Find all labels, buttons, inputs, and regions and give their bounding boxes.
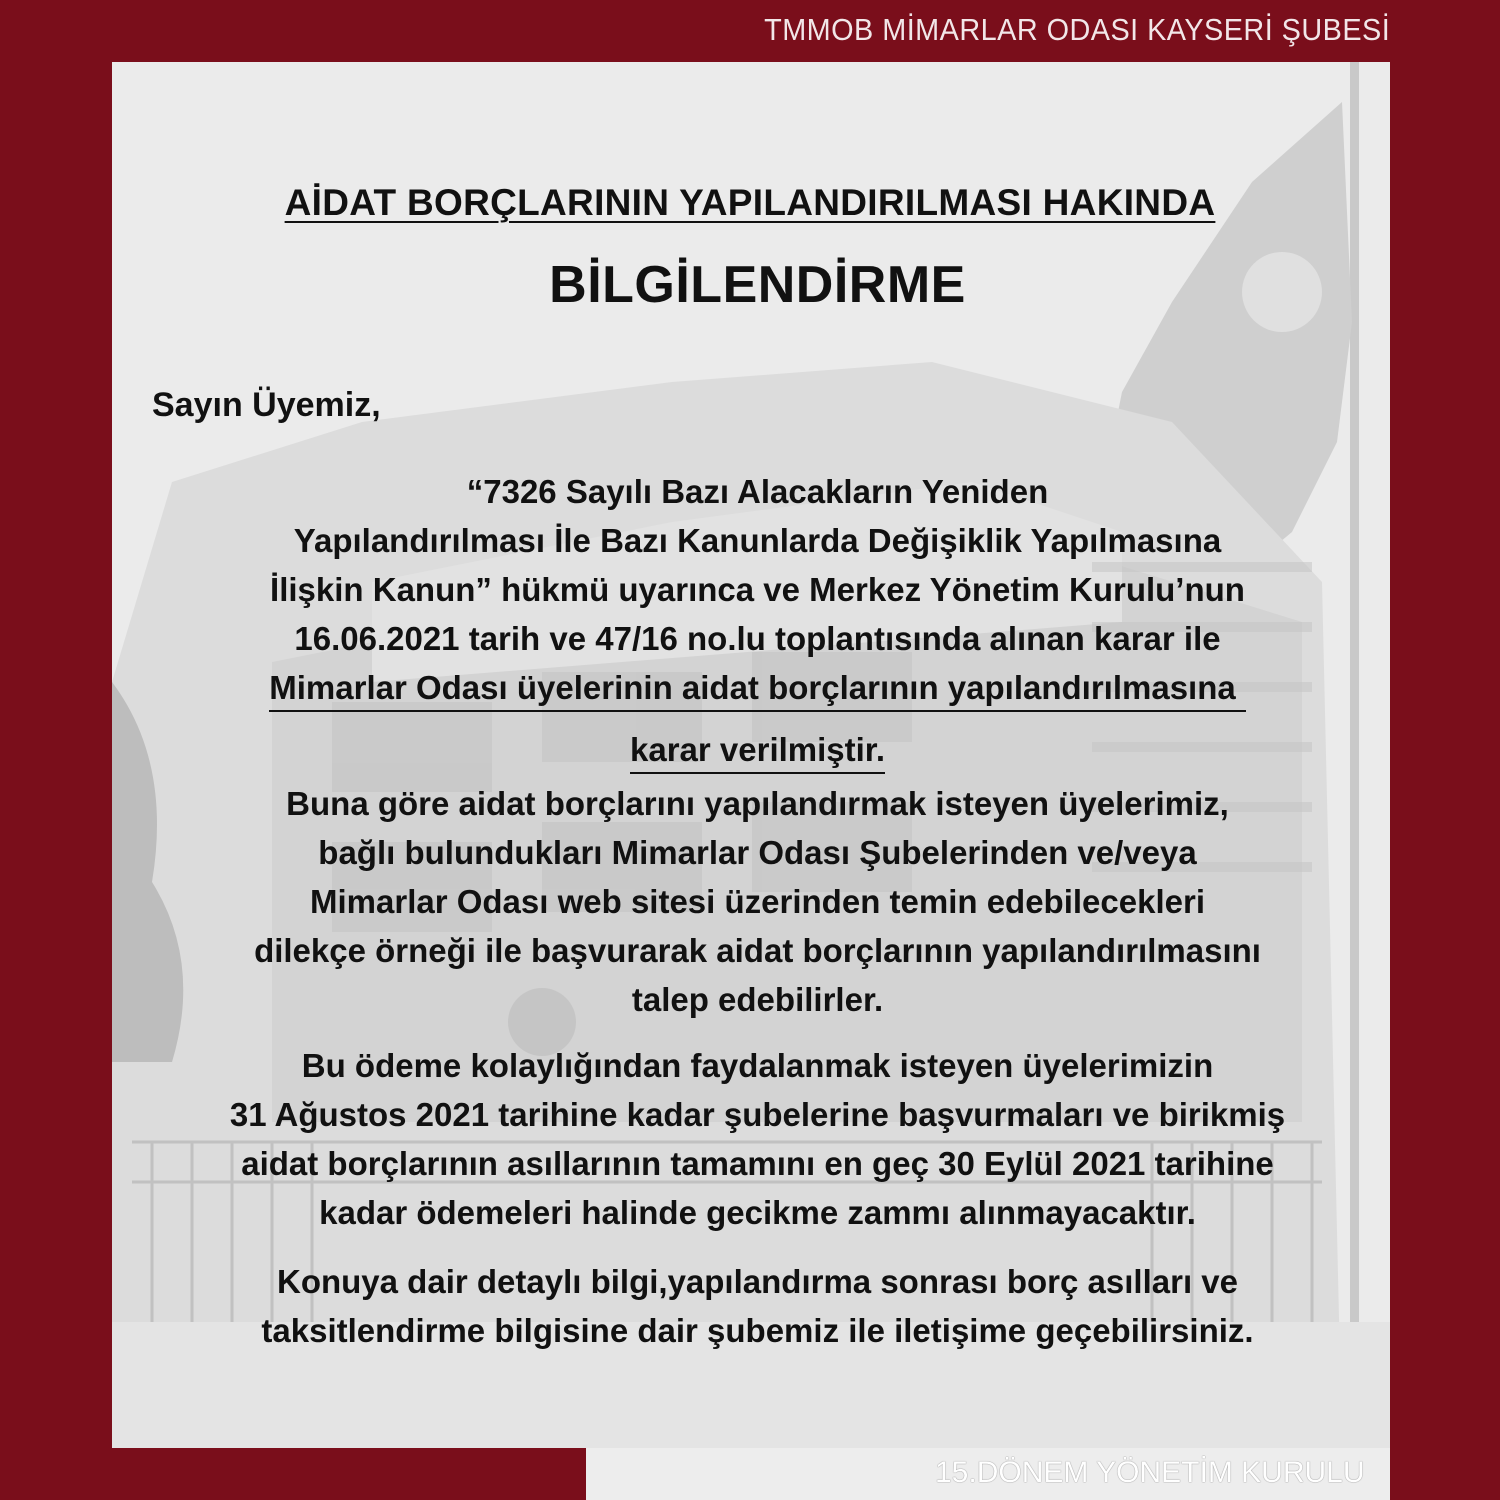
- text-line: bağlı bulundukları Mimarlar Odası Şubelerinden ve/veya: [318, 834, 1197, 871]
- text-line: aidat borçlarının asıllarının tamamını en geç 30 Eylül 2021 tarihine: [241, 1145, 1274, 1182]
- text-line: kadar ödemeleri halinde gecikme zammı alınmayacaktır.: [319, 1194, 1196, 1231]
- paragraph-decision: [130, 467, 1385, 768]
- text-line: [130, 712, 1385, 768]
- paragraph-deadline: [130, 1041, 1385, 1237]
- notice-title: AİDAT BORÇLARININ YAPILANDIRILMASI HAKINDA: [284, 182, 1216, 223]
- underlined-text: karar verilmiştir.: [630, 730, 885, 774]
- text-line: Yapılandırılması İle Bazı Kanunlarda Değişiklik Yapılmasına: [293, 522, 1222, 559]
- paragraph-application: [130, 779, 1385, 1024]
- text-line: Buna göre aidat borçlarını yapılandırmak isteyen üyelerimiz,: [286, 785, 1229, 822]
- text-line: Bu ödeme kolaylığından faydalanmak isteyen üyelerimizin: [301, 1047, 1214, 1084]
- text-line: Mimarlar Odası web sitesi üzerinden temin edebilecekleri: [310, 883, 1205, 920]
- text-line: 16.06.2021 tarih ve 47/16 no.lu toplantısında alınan karar ile: [294, 620, 1221, 657]
- organization-name: TMMOB MİMARLAR ODASI KAYSERİ ŞUBESİ: [763, 12, 1390, 47]
- text-line: talep edebilirler.: [631, 981, 884, 1018]
- text-line: 31 Ağustos 2021 tarihine kadar şubelerine başvurmaları ve birikmiş: [229, 1096, 1286, 1133]
- text-line: İlişkin Kanun” hükmü uyarınca ve Merkez Yönetim Kurulu’nun: [270, 571, 1245, 608]
- underlined-text: Mimarlar Odası üyelerinin aidat borçlarının yapılandırılmasına: [269, 668, 1245, 712]
- text-line: taksitlendirme bilgisine dair şubemiz ile iletişime geçebilirsiniz.: [261, 1312, 1254, 1349]
- text-line: Konuya dair detaylı bilgi,yapılandırma sonrası borç asılları ve: [277, 1263, 1238, 1300]
- text-line: dilekçe örneği ile başvurarak aidat borçlarının yapılandırılmasını: [254, 932, 1261, 969]
- text-line: [130, 663, 1385, 712]
- text-line: “7326 Sayılı Bazı Alacakların Yeniden: [466, 473, 1049, 510]
- greeting: Sayın Üyemiz,: [152, 386, 381, 424]
- paragraph-contact: [130, 1257, 1385, 1355]
- board-signature: 15.DÖNEM YÖNETİM KURULU: [935, 1456, 1365, 1489]
- notice-subtitle: BİLGİLENDİRME: [549, 256, 966, 314]
